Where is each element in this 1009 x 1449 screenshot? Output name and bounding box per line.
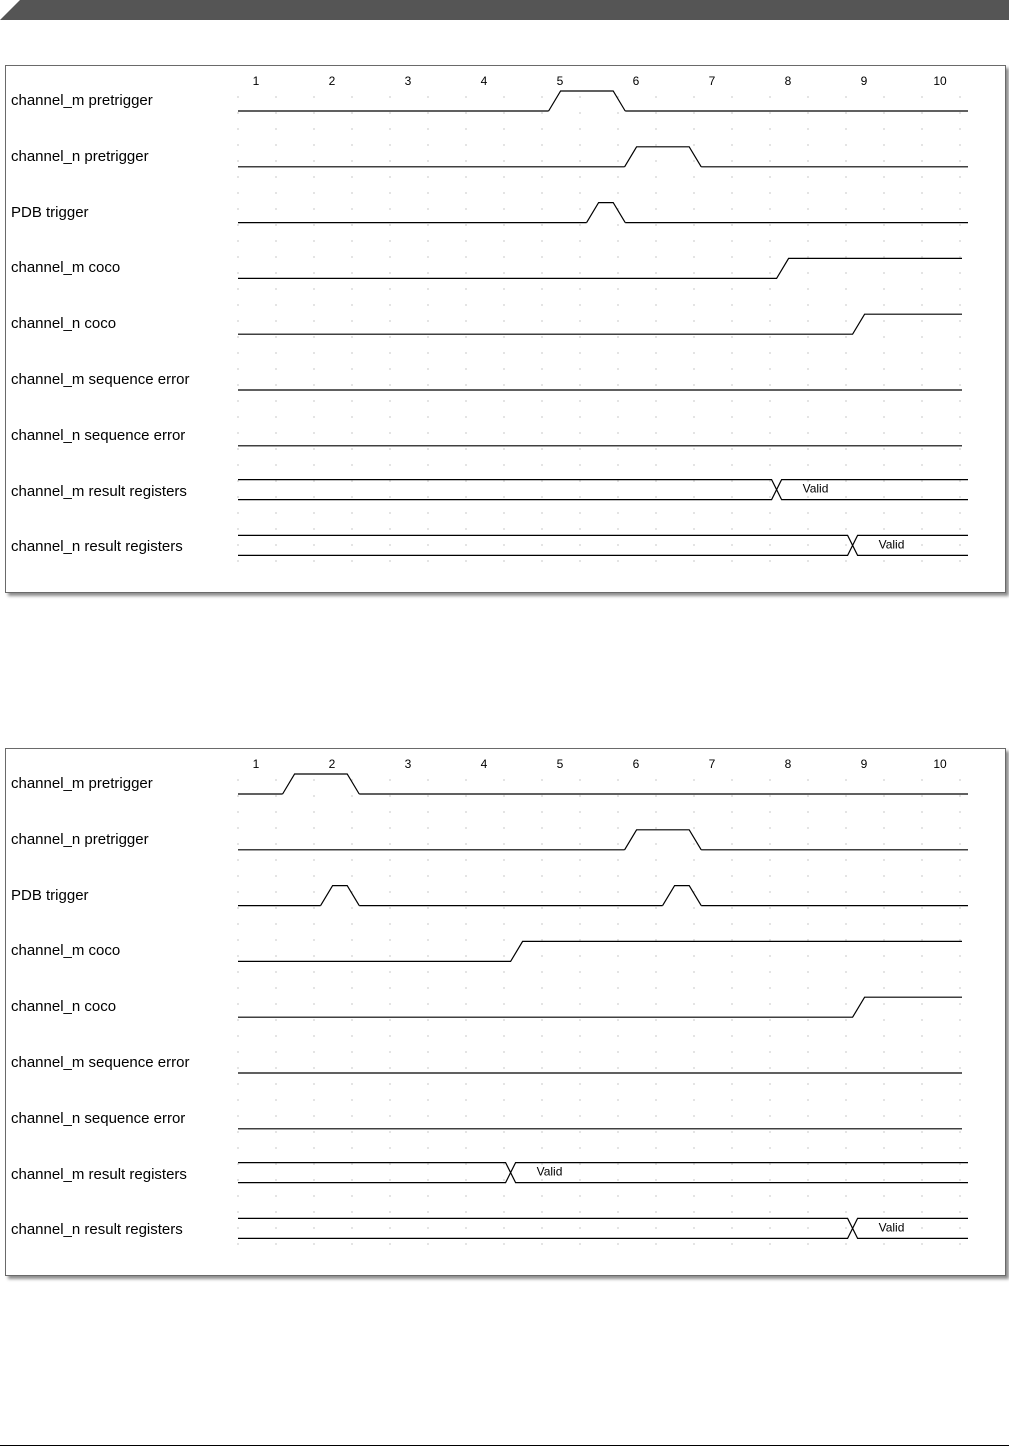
tick-label-1: 1 bbox=[252, 74, 260, 88]
signal-label: channel_m pretrigger bbox=[11, 775, 153, 792]
bus-line bbox=[238, 1163, 968, 1183]
signal-label: channel_n pretrigger bbox=[11, 830, 149, 848]
tick-label-4: 4 bbox=[480, 757, 488, 771]
bus-line bbox=[238, 535, 968, 555]
tick-label-3: 3 bbox=[404, 74, 412, 88]
signal-label: channel_m pretrigger bbox=[11, 92, 153, 109]
signal-label: channel_m sequence error bbox=[11, 1054, 190, 1071]
tick-label-5: 5 bbox=[556, 74, 564, 88]
wave-pulse bbox=[321, 886, 360, 906]
signal-label: channel_n pretrigger bbox=[11, 147, 149, 165]
bus-value-label: Valid bbox=[536, 1164, 563, 1179]
tick-label-9: 9 bbox=[860, 757, 868, 771]
timing-diagram-2 bbox=[5, 748, 1006, 1276]
bus-line bbox=[238, 535, 968, 555]
timing-diagram-1 bbox=[5, 65, 1006, 593]
wave-pulse bbox=[663, 886, 702, 906]
tick-label-7: 7 bbox=[708, 74, 716, 88]
tick-label-5: 5 bbox=[556, 757, 564, 771]
bus-line bbox=[238, 1163, 968, 1183]
tick-label-9: 9 bbox=[860, 74, 868, 88]
signal-label: channel_n sequence error bbox=[11, 426, 186, 444]
signal-label: channel_m sequence error bbox=[11, 371, 190, 388]
signal-label: PDB trigger bbox=[11, 203, 89, 221]
footer-rule bbox=[0, 1445, 1009, 1446]
tick-label-10: 10 bbox=[933, 757, 947, 771]
timing-diagram-1-waves bbox=[6, 66, 1005, 592]
wave-pulse bbox=[283, 774, 360, 794]
signal-label: channel_n result registers bbox=[11, 1221, 183, 1239]
wave-step bbox=[238, 997, 962, 1017]
wave-step bbox=[238, 258, 962, 278]
bus-value-label: Valid bbox=[878, 537, 905, 552]
timing-diagram-2-waves bbox=[6, 749, 1005, 1275]
tick-label-4: 4 bbox=[480, 74, 488, 88]
signal-label: channel_n sequence error bbox=[11, 1109, 186, 1127]
tick-label-8: 8 bbox=[784, 757, 792, 771]
signal-label: channel_n coco bbox=[11, 315, 117, 333]
tick-label-6: 6 bbox=[632, 74, 640, 88]
header-bar bbox=[0, 0, 1009, 20]
signal-label: channel_n coco bbox=[11, 998, 117, 1016]
bus-value-label: Valid bbox=[802, 481, 829, 496]
bus-line bbox=[238, 480, 968, 500]
tick-label-6: 6 bbox=[632, 757, 640, 771]
signal-label: channel_m coco bbox=[11, 942, 121, 960]
wave-pulse bbox=[549, 91, 626, 111]
tick-label-3: 3 bbox=[404, 757, 412, 771]
signal-label: channel_m result registers bbox=[11, 1165, 187, 1183]
bus-value-label: Valid bbox=[878, 1220, 905, 1235]
tick-label-10: 10 bbox=[933, 74, 947, 88]
signal-label: channel_m result registers bbox=[11, 482, 187, 500]
wave-pulse bbox=[625, 147, 702, 167]
bus-line bbox=[238, 1218, 968, 1238]
wave-step bbox=[238, 941, 962, 961]
signal-label: channel_m coco bbox=[11, 259, 121, 277]
tick-label-8: 8 bbox=[784, 74, 792, 88]
signal-label: channel_n result registers bbox=[11, 538, 183, 556]
signal-label: PDB trigger bbox=[11, 886, 89, 904]
tick-label-7: 7 bbox=[708, 757, 716, 771]
wave-step bbox=[238, 314, 962, 334]
bus-line bbox=[238, 1218, 968, 1238]
wave-pulse bbox=[625, 830, 702, 850]
tick-label-1: 1 bbox=[252, 757, 260, 771]
bus-line bbox=[238, 480, 968, 500]
tick-label-2: 2 bbox=[328, 74, 336, 88]
wave-pulse bbox=[587, 203, 626, 223]
tick-label-2: 2 bbox=[328, 757, 336, 771]
